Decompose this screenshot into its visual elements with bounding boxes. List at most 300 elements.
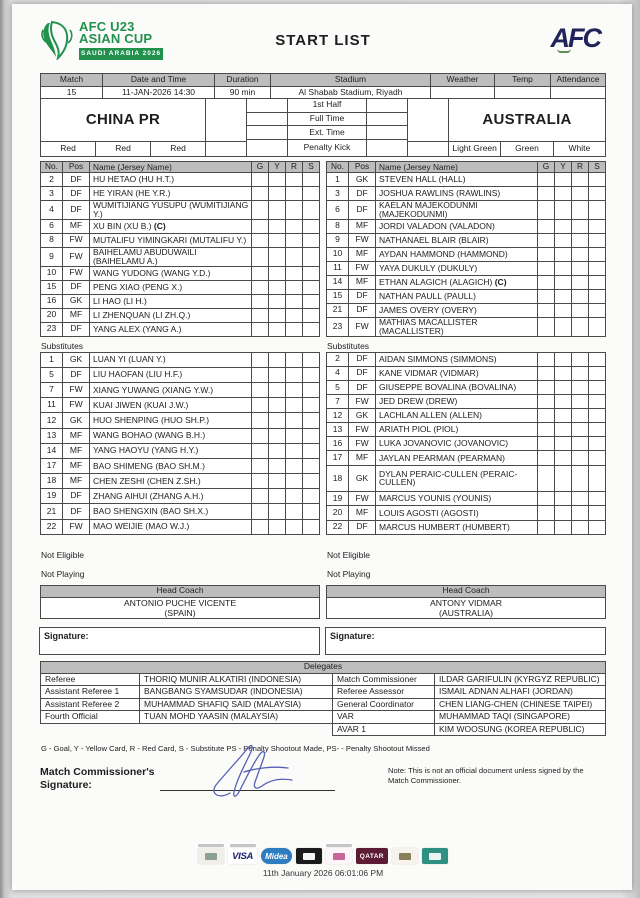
- away-team-block: [449, 99, 606, 157]
- player-cell: 18: [40, 473, 63, 489]
- player-row: [327, 367, 606, 381]
- player-cell: PENG XIAO (PENG X.): [89, 280, 252, 295]
- player-cell: LIU HAOFAN (LIU H.F.): [89, 367, 252, 383]
- player-cell: 10: [326, 247, 349, 262]
- player-cell: [302, 294, 320, 309]
- player-row: [41, 368, 320, 383]
- empty-cell: [407, 98, 449, 142]
- player-cell: 2: [40, 172, 63, 187]
- roster-header-cell: R: [285, 161, 303, 173]
- match-info-header-cell: Temp: [494, 73, 551, 87]
- player-row: [41, 474, 320, 489]
- away-kit-color: Light Green: [448, 141, 501, 157]
- player-cell: 15: [326, 289, 349, 304]
- player-cell: DF: [62, 322, 90, 337]
- player-cell: 19: [40, 488, 63, 504]
- away-signature-field: Signature:: [325, 627, 606, 655]
- start-list-document: [12, 4, 632, 890]
- player-row: [41, 429, 320, 444]
- away-head-coach-header: Head Coach: [326, 585, 606, 598]
- player-cell: [285, 367, 303, 383]
- player-cell: MF: [62, 443, 90, 459]
- player-cell: [251, 247, 269, 267]
- player-cell: MF: [348, 219, 376, 234]
- match-info-header-cell: Weather: [430, 73, 495, 87]
- sponsor-logo: [261, 848, 292, 864]
- player-cell: 19: [326, 491, 349, 506]
- match-info-table: [40, 74, 606, 100]
- sponsor-logo: [326, 844, 352, 864]
- home-kit-color: Red: [150, 141, 206, 157]
- player-cell: [268, 503, 286, 519]
- away-head-coach-block: [326, 585, 606, 619]
- player-cell: DF: [348, 366, 376, 381]
- player-cell: 22: [326, 520, 349, 535]
- player-cell: [268, 443, 286, 459]
- player-cell: [268, 382, 286, 398]
- player-cell: [554, 200, 572, 220]
- player-cell: MF: [348, 247, 376, 262]
- player-cell: 23: [326, 317, 349, 337]
- player-cell: [251, 428, 269, 444]
- captain-mark: (C): [151, 220, 166, 231]
- sponsor-chip: VISA: [228, 848, 257, 864]
- player-cell: [554, 247, 572, 262]
- player-cell: MF: [62, 473, 90, 489]
- player-row: [327, 276, 606, 290]
- player-cell: [285, 186, 303, 201]
- away-team-name: AUSTRALIA: [448, 98, 606, 142]
- player-cell: [251, 352, 269, 368]
- player-cell: MF: [62, 428, 90, 444]
- player-row: [41, 489, 320, 504]
- player-row: [41, 187, 320, 201]
- player-cell: [571, 436, 589, 451]
- player-cell: [285, 280, 303, 295]
- player-cell: [588, 172, 606, 187]
- player-cell: LACHLAN ALLEN (ALLEN): [375, 408, 538, 423]
- player-cell: [554, 352, 572, 367]
- home-score-boxes: [247, 99, 288, 157]
- player-cell: [302, 280, 320, 295]
- afc-wordmark: AFC: [550, 23, 600, 53]
- home-not-eligible-label: Not Eligible: [41, 549, 84, 560]
- roster-header-cell: S: [302, 161, 320, 173]
- roster-header-cell: Name (Jersey Name): [89, 161, 252, 173]
- player-cell: [571, 317, 589, 337]
- player-cell: [251, 458, 269, 474]
- delegate-name: MUHAMMAD TAQI (SINGAPORE): [434, 710, 606, 724]
- player-cell: FW: [348, 261, 376, 276]
- player-cell: [588, 200, 606, 220]
- player-cell: [554, 422, 572, 437]
- player-cell: ETHAN ALAGICH (ALAGICH) (C): [375, 275, 538, 290]
- player-cell: FW: [348, 491, 376, 506]
- away-score-box: [366, 98, 408, 113]
- player-cell: [537, 172, 555, 187]
- player-cell: GK: [348, 408, 376, 423]
- player-cell: 15: [40, 280, 63, 295]
- sponsor-logo: [228, 844, 257, 864]
- player-cell: 3: [40, 186, 63, 201]
- player-cell: DF: [62, 503, 90, 519]
- delegate-role: [40, 723, 140, 737]
- player-cell: LI ZHENQUAN (LI ZH.Q.): [89, 308, 252, 323]
- player-cell: WANG YUDONG (WANG Y.D.): [89, 266, 252, 281]
- player-cell: [268, 294, 286, 309]
- player-cell: [554, 520, 572, 535]
- player-cell: [537, 520, 555, 535]
- player-cell: STEVEN HALL (HALL): [375, 172, 538, 187]
- player-cell: [588, 317, 606, 337]
- player-row: [327, 173, 606, 187]
- player-row: [41, 398, 320, 413]
- player-cell: [285, 428, 303, 444]
- player-cell: GK: [348, 172, 376, 187]
- player-cell: 16: [326, 436, 349, 451]
- player-cell: [302, 367, 320, 383]
- player-row: [41, 267, 320, 281]
- player-row: [327, 466, 606, 493]
- player-cell: KANE VIDMAR (VIDMAR): [375, 366, 538, 381]
- player-cell: [251, 294, 269, 309]
- player-cell: DF: [62, 367, 90, 383]
- player-cell: [554, 436, 572, 451]
- player-cell: [302, 519, 320, 535]
- player-cell: BAO SHENGXIN (BAO SH.X.): [89, 503, 252, 519]
- player-row: [41, 353, 320, 368]
- sponsor-mark: [205, 853, 217, 860]
- player-cell: MARCUS HUMBERT (HUMBERT): [375, 520, 538, 535]
- player-cell: [302, 397, 320, 413]
- roster-header-cell: R: [571, 161, 589, 173]
- commissioner-signature-area: [160, 766, 345, 800]
- player-row: [41, 520, 320, 535]
- match-info-value-cell: 11-JAN-2026 14:30: [102, 86, 215, 100]
- player-cell: 14: [326, 275, 349, 290]
- player-cell: 1: [40, 352, 63, 368]
- player-cell: 16: [40, 294, 63, 309]
- player-cell: 8: [40, 233, 63, 248]
- player-cell: 17: [40, 458, 63, 474]
- player-cell: [571, 450, 589, 465]
- player-cell: [554, 465, 572, 493]
- player-cell: [251, 200, 269, 220]
- sponsor-chip: [326, 848, 352, 864]
- delegate-name: [139, 723, 333, 737]
- player-cell: LI HAO (LI H.): [89, 294, 252, 309]
- delegate-role: Assistant Referee 1: [40, 685, 140, 699]
- delegate-name: THORIQ MUNIR ALKATIRI (INDONESIA): [139, 673, 333, 687]
- home-head-coach-block: [40, 585, 320, 619]
- player-cell: [571, 186, 589, 201]
- player-cell: [285, 219, 303, 234]
- player-cell: DF: [348, 380, 376, 395]
- home-head-coach-cell: [40, 597, 320, 619]
- player-cell: [268, 266, 286, 281]
- player-row: [327, 248, 606, 262]
- player-cell: [537, 465, 555, 493]
- player-cell: [554, 233, 572, 248]
- player-cell: [251, 473, 269, 489]
- player-cell: DF: [62, 280, 90, 295]
- player-cell: [537, 422, 555, 437]
- left-spacer-column: [206, 99, 247, 157]
- player-cell: [302, 172, 320, 187]
- player-cell: [537, 317, 555, 337]
- delegate-name: TUAN MOHD YAASIN (MALAYSIA): [139, 710, 333, 724]
- player-cell: [554, 394, 572, 409]
- player-cell: [588, 233, 606, 248]
- player-cell: [251, 503, 269, 519]
- player-cell: [251, 488, 269, 504]
- sponsor-caption: [326, 844, 352, 847]
- match-info-value-cell: 15: [40, 86, 103, 100]
- player-cell: 7: [326, 394, 349, 409]
- player-row: [327, 437, 606, 451]
- sponsor-chip: [422, 848, 448, 864]
- player-cell: [588, 520, 606, 535]
- player-cell: [268, 247, 286, 267]
- home-starters-table: [40, 162, 320, 337]
- match-info-header-cell: Match: [40, 73, 103, 87]
- player-cell: MF: [348, 505, 376, 520]
- player-cell: 2: [326, 352, 349, 367]
- player-cell: GK: [62, 294, 90, 309]
- sponsor-logo: [392, 848, 418, 864]
- player-cell: [571, 303, 589, 318]
- home-substitutes-table: [40, 353, 320, 535]
- away-score-boxes: [367, 99, 408, 157]
- player-cell: [251, 233, 269, 248]
- player-cell: [537, 491, 555, 506]
- player-cell: [588, 352, 606, 367]
- player-row: [41, 444, 320, 459]
- player-row: [41, 459, 320, 474]
- player-cell: [571, 422, 589, 437]
- player-cell: [302, 412, 320, 428]
- away-kit-color: White: [553, 141, 606, 157]
- player-row: [327, 451, 606, 465]
- player-cell: [554, 275, 572, 290]
- player-cell: ZHANG AIHUI (ZHANG A.H.): [89, 488, 252, 504]
- player-row: [41, 504, 320, 519]
- player-cell: 9: [40, 247, 63, 267]
- player-cell: 5: [40, 367, 63, 383]
- player-cell: 18: [326, 465, 349, 493]
- player-cell: [302, 200, 320, 220]
- player-cell: 21: [40, 503, 63, 519]
- player-cell: 9: [326, 233, 349, 248]
- player-cell: [554, 186, 572, 201]
- player-cell: [268, 458, 286, 474]
- away-score-box: [366, 139, 408, 157]
- player-cell: [285, 443, 303, 459]
- sponsor-caption: [230, 844, 256, 847]
- player-cell: [571, 366, 589, 381]
- player-cell: FW: [62, 266, 90, 281]
- player-cell: AIDAN SIMMONS (SIMMONS): [375, 352, 538, 367]
- player-cell: FW: [348, 422, 376, 437]
- player-cell: XIANG YUWANG (XIANG Y.W.): [89, 382, 252, 398]
- player-row: [327, 234, 606, 248]
- player-cell: HE YIRAN (HE Y.R.): [89, 186, 252, 201]
- player-cell: DF: [62, 172, 90, 187]
- tournament-name: [79, 18, 163, 60]
- player-cell: FW: [62, 247, 90, 267]
- player-cell: [571, 219, 589, 234]
- home-not-playing-label: Not Playing: [41, 568, 85, 579]
- delegate-name: MUHAMMAD SHAFIQ SAID (MALAYSIA): [139, 698, 333, 712]
- player-cell: [554, 303, 572, 318]
- player-cell: [554, 172, 572, 187]
- sponsor-chip: Midea: [261, 848, 292, 864]
- player-cell: 6: [40, 219, 63, 234]
- player-cell: [268, 186, 286, 201]
- sponsor-chip: [296, 848, 322, 864]
- player-cell: LUKA JOVANOVIC (JOVANOVIC): [375, 436, 538, 451]
- player-cell: [537, 275, 555, 290]
- player-cell: [537, 186, 555, 201]
- player-cell: GK: [62, 412, 90, 428]
- player-cell: [537, 394, 555, 409]
- player-cell: [588, 394, 606, 409]
- away-not-eligible-label: Not Eligible: [327, 549, 370, 560]
- unofficial-note: Note: This is not an official document unless signed by the Match Commissioner.: [388, 766, 584, 785]
- delegate-name: KIM WOOSUNG (KOREA REPUBLIC): [434, 723, 606, 737]
- delegate-name: BANGBANG SYAMSUDAR (INDONESIA): [139, 685, 333, 699]
- player-cell: [588, 303, 606, 318]
- player-cell: DF: [348, 352, 376, 367]
- roster-header-cell: Pos: [62, 161, 90, 173]
- sponsor-mark: [303, 853, 315, 860]
- player-cell: [588, 450, 606, 465]
- tournament-logo: [40, 20, 275, 60]
- player-cell: [285, 352, 303, 368]
- player-cell: [571, 289, 589, 304]
- player-cell: [268, 308, 286, 323]
- player-cell: [588, 366, 606, 381]
- away-roster-column: [326, 162, 606, 655]
- player-cell: FW: [348, 394, 376, 409]
- player-cell: [302, 488, 320, 504]
- player-cell: MF: [348, 450, 376, 465]
- player-cell: [251, 280, 269, 295]
- player-cell: 12: [40, 412, 63, 428]
- player-cell: [302, 186, 320, 201]
- player-cell: 3: [326, 186, 349, 201]
- home-team-block: [41, 99, 206, 157]
- right-spacer-column: [408, 99, 449, 157]
- player-cell: [268, 519, 286, 535]
- player-cell: GK: [348, 465, 376, 493]
- score-section: [40, 99, 606, 157]
- player-cell: [285, 233, 303, 248]
- delegate-role: VAR: [332, 710, 435, 724]
- player-cell: [268, 412, 286, 428]
- player-row: [327, 290, 606, 304]
- player-cell: MUTALIFU YIMINGKARI (MUTALIFU Y.): [89, 233, 252, 248]
- player-cell: [251, 397, 269, 413]
- player-row: [327, 262, 606, 276]
- player-cell: [302, 308, 320, 323]
- roster-header-cell: S: [588, 161, 606, 173]
- player-cell: [571, 233, 589, 248]
- player-cell: [285, 397, 303, 413]
- player-cell: 23: [40, 322, 63, 337]
- commissioner-signature-block: [40, 766, 606, 800]
- player-cell: [268, 233, 286, 248]
- page-title: START LIST: [275, 31, 371, 49]
- delegate-name: ILDAR GARIFULIN (KYRGYZ REPUBLIC): [434, 673, 606, 687]
- player-cell: [554, 219, 572, 234]
- roster-header-cell: Y: [268, 161, 286, 173]
- player-cell: AYDAN HAMMOND (HAMMOND): [375, 247, 538, 262]
- player-cell: FW: [348, 436, 376, 451]
- player-cell: [285, 412, 303, 428]
- player-cell: [588, 436, 606, 451]
- player-cell: JOSHUA RAWLINS (RAWLINS): [375, 186, 538, 201]
- player-cell: [537, 303, 555, 318]
- player-cell: [251, 172, 269, 187]
- commissioner-label-line2: Signature:: [40, 779, 92, 792]
- sponsor-chip: [392, 848, 418, 864]
- player-cell: [251, 412, 269, 428]
- player-row: [41, 323, 320, 337]
- player-cell: [554, 491, 572, 506]
- delegate-role: Assistant Referee 2: [40, 698, 140, 712]
- player-cell: DF: [348, 303, 376, 318]
- player-cell: MF: [348, 275, 376, 290]
- player-cell: [588, 289, 606, 304]
- player-row: [41, 383, 320, 398]
- player-cell: [588, 505, 606, 520]
- player-cell: [268, 172, 286, 187]
- delegates-title: Delegates: [40, 661, 606, 674]
- sponsor-logo: [356, 848, 388, 864]
- player-cell: 4: [326, 366, 349, 381]
- player-cell: [302, 443, 320, 459]
- player-cell: [251, 367, 269, 383]
- player-row: [41, 309, 320, 323]
- player-cell: 6: [326, 200, 349, 220]
- roster-header-cell: No.: [40, 161, 63, 173]
- player-cell: [285, 172, 303, 187]
- player-cell: MAO WEIJIE (MAO W.J.): [89, 519, 252, 535]
- player-cell: [588, 186, 606, 201]
- player-row: [327, 353, 606, 367]
- player-cell: [285, 247, 303, 267]
- player-cell: [588, 422, 606, 437]
- print-timestamp: 11th January 2026 06:01:06 PM: [262, 868, 384, 879]
- player-cell: 20: [326, 505, 349, 520]
- player-cell: DF: [62, 488, 90, 504]
- player-cell: GK: [62, 352, 90, 368]
- player-cell: [285, 458, 303, 474]
- player-cell: [554, 505, 572, 520]
- player-row: [41, 281, 320, 295]
- delegate-role: Referee Assessor: [332, 685, 435, 699]
- player-cell: [571, 275, 589, 290]
- player-cell: JED DREW (DREW): [375, 394, 538, 409]
- home-team-name: CHINA PR: [40, 98, 206, 142]
- player-cell: BAO SHIMENG (BAO SH.M.): [89, 458, 252, 474]
- player-row: [327, 409, 606, 423]
- trophy-icon: [40, 20, 74, 60]
- sponsor-mark: [333, 853, 345, 860]
- player-cell: DF: [348, 289, 376, 304]
- player-row: [41, 201, 320, 220]
